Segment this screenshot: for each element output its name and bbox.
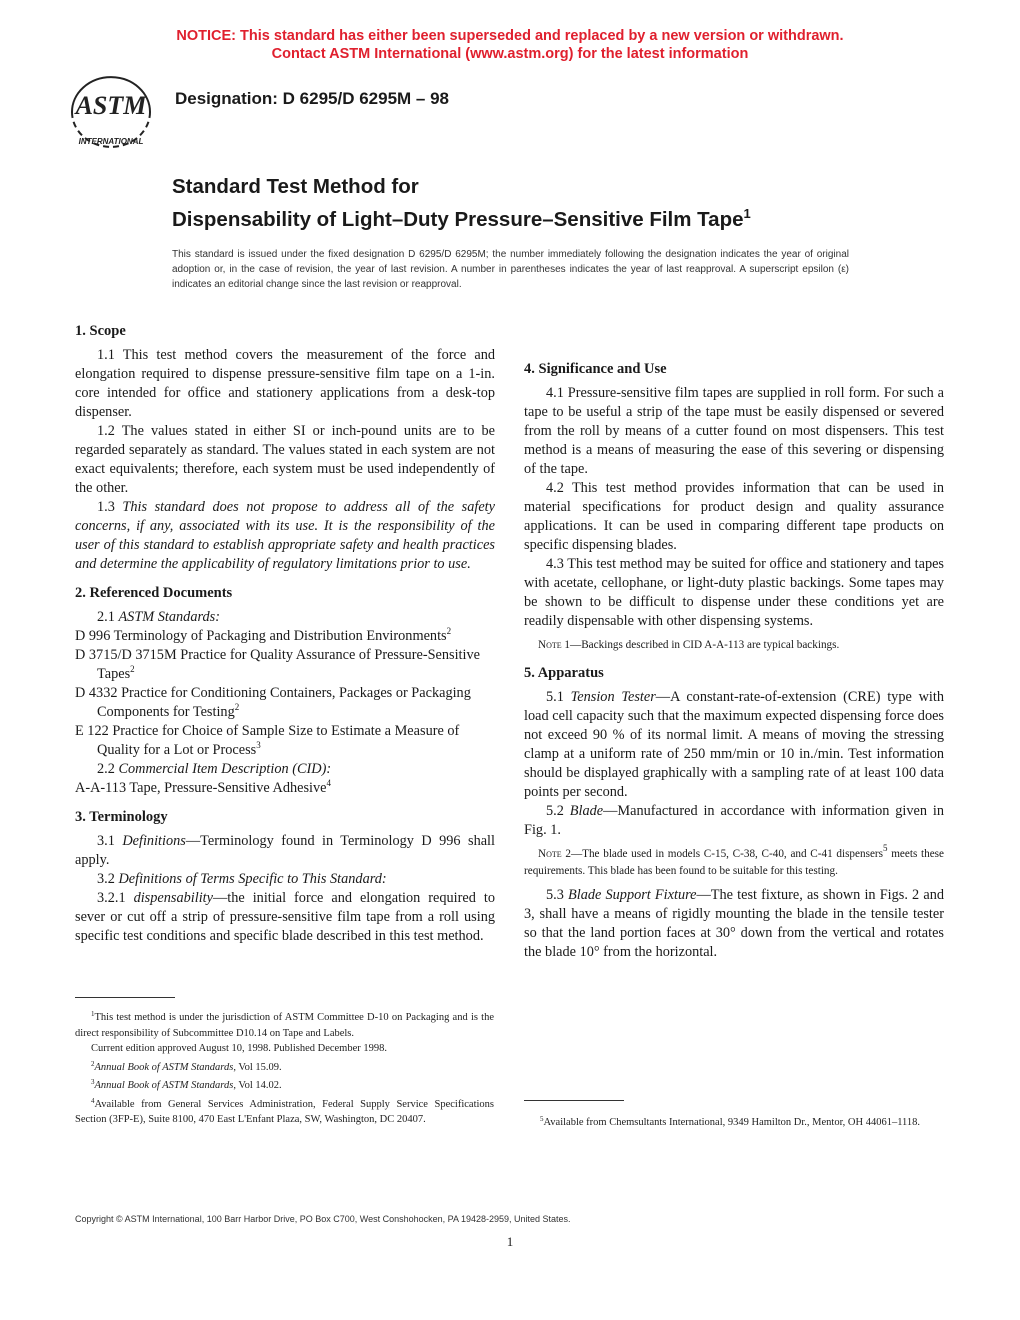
logo-subtext: INTERNATIONAL [78,137,144,146]
section-heading-apparatus: 5. Apparatus [524,665,604,681]
footnote-3: $^3$Annual Book of ASTM Standards, Vol 14.02. [91,1078,282,1091]
section-heading-significance: 4. Significance and Use [524,361,667,377]
section-heading-terminology: 3. Terminology [75,809,168,825]
designation: Designation: D 6295/D 6295M – 98 [175,89,450,108]
note-2: Note 2—The blade used in models C-15, C-38, C-40, and C-41 dispensers$^5$ meets these requirements. This blade has been found to be suitable for this testing. [524,843,944,877]
footnote-5: $^5$Available from Chemsultants International, 9349 Hamilton Dr., Mentor, OH 44061–1118. [540,1115,921,1128]
logo-text: ASTM [75,91,147,120]
footnote-1b: Current edition approved August 10, 1998. Published December 1998. [91,1043,387,1054]
paragraph-1-2: 1.2 The values stated in either SI or inch-pound units are to be regarded separately as standard. The values stated in each system are not exact equivalents; therefore, each system must be used independently of the other. [75,423,495,496]
section-heading-refdocs: 2. Referenced Documents [75,585,233,601]
footnote-rule-right [524,1100,624,1101]
paragraph-3-2-1: 3.2.1 dispensability—the initial force and elongation required to sever or cut off a strip of pressure-sensitive film tape from a roll using specific test conditions and specific blade described in this test method. [75,890,495,944]
supersession-notice [0,27,1020,63]
reference-aa113: A-A-113 Tape, Pressure-Sensitive Adhesive$^4$ [75,778,332,796]
title-line-1: Standard Test Method for [172,175,419,198]
astm-logo [62,72,162,148]
section-heading-scope: 1. Scope [75,323,126,339]
reference-d4332: D 4332 Practice for Conditioning Containers, Packages or Packaging Components for Testing$^2$ [75,685,471,720]
title-line-2: Dispensability of Light–Duty Pressure–Sensitive Film Tape$^1$ [172,206,751,231]
title-footnote-ref: 1 [743,206,751,221]
left-column [75,322,495,946]
paragraph-3-1: 3.1 Definitions—Terminology found in Terminology D 996 shall apply. [75,833,496,868]
paragraph-1-3: 1.3 This standard does not propose to address all of the safety concerns, if any, associated with its use. It is the responsibility of the user of this standard to establish appropriate safety and health practices and determine the applicability of regulatory limitations prior to use. [75,499,495,572]
paragraph-4-2: 4.2 This test method provides information that can be used in material specifications for product design and quality assurance applications. It can be used in comparing different tape products on specific dispensing blades. [524,480,944,553]
footnote-2: $^2$Annual Book of ASTM Standards, Vol 15.09. [91,1059,282,1073]
paragraph-5-1: 5.1 Tension Tester—A constant-rate-of-extension (CRE) type with load cell capacity such that the maximum expected dispensing force does not exceed 90 % of its normal limit. A means of moving the stressing clamp at a uniform rate of 250 mm/min or 10 in./min. Test information should be displayed graphically with a sampling rate of at least 100 data points per second. [524,689,944,800]
paragraph-2-2: 2.2 Commercial Item Description (CID): [97,761,332,777]
paragraph-5-3: 5.3 Blade Support Fixture—The test fixture, as shown in Figs. 2 and 3, shall have a means of rigidly mounting the blade in the tensile tester so that the land portion faces at 30° down from the vertical and rotates the blade 10° from the horizontal. [524,887,944,960]
footnote-4: $^4$Available from General Services Administration, Federal Supply Service Specifications Section (3FP-E), Suite 8100, 470 East L'Enfant Plaza, SW, Washington, DC 20407. [75,1096,494,1125]
notice-line-2: Contact ASTM International (www.astm.org) for the latest information [271,46,749,62]
paragraph-2-1: 2.1 ASTM Standards: [97,609,220,625]
paragraph-3-2: 3.2 Definitions of Terms Specific to This Standard: [97,871,387,887]
notice-line-1: NOTICE: This standard has either been superseded and replaced by a new version or withdrawn. [176,28,844,44]
issuance-statement: This standard is issued under the fixed designation D 6295/D 6295M; the number immediately following the designation indicates the year of original adoption or, in the case of revision, the year of last revision. A number in parentheses indicates the year of last reapproval. A superscript epsilon (ε) indicates an editorial change since the last revision or reapproval. [172,249,849,290]
footnotes-left [75,1007,494,1128]
footnote-rule-left [75,997,175,998]
right-column [524,360,944,962]
reference-d996: D 996 Terminology of Packaging and Distribution Environments$^2$ [75,626,452,644]
footnotes-right [524,1112,943,1131]
note-1: Note 1—Backings described in CID A-A-113 are typical backings. [538,639,840,651]
paragraph-1-1: 1.1 This test method covers the measurement of the force and elongation required to dispense pressure-sensitive film tape on a 1-in. core intended for office and stationery applications from a desk-top dispenser. [75,347,495,420]
footnote-1: $^1$This test method is under the jurisdiction of ASTM Committee D-10 on Packaging and is the direct responsibility of Subcommittee D10.14 on Tape and Labels. [75,1010,494,1039]
reference-e122: E 122 Practice for Choice of Sample Size to Estimate a Measure of Quality for a Lot or Process$^3$ [75,723,460,758]
reference-d3715: D 3715/D 3715M Practice for Quality Assurance of Pressure-Sensitive Tapes$^2$ [75,647,480,682]
paragraph-4-3: 4.3 This test method may be suited for office and stationery and tapes with acetate, cellophane, or light-duty plastic backings. Some tapes may be shown to be difficult to dispense under these conditions yet are readily dispensable with other dispensing systems. [524,556,944,629]
page-number: 1 [506,1234,514,1249]
paragraph-4-1: 4.1 Pressure-sensitive film tapes are supplied in roll form. For such a tape to be useful a strip of the tape must be easily dispensed or severed from the roll by means of a cutter found on most dispensers. This test method is a means of measuring the ease of this severing or dispensing of the tape. [524,385,944,477]
page-title [172,173,751,233]
copyright-line: Copyright © ASTM International, 100 Barr Harbor Drive, PO Box C700, West Conshohocken, PA 19428-2959, United States. [75,1214,571,1224]
paragraph-5-2: 5.2 Blade—Manufactured in accordance with information given in Fig. 1. [524,803,945,838]
